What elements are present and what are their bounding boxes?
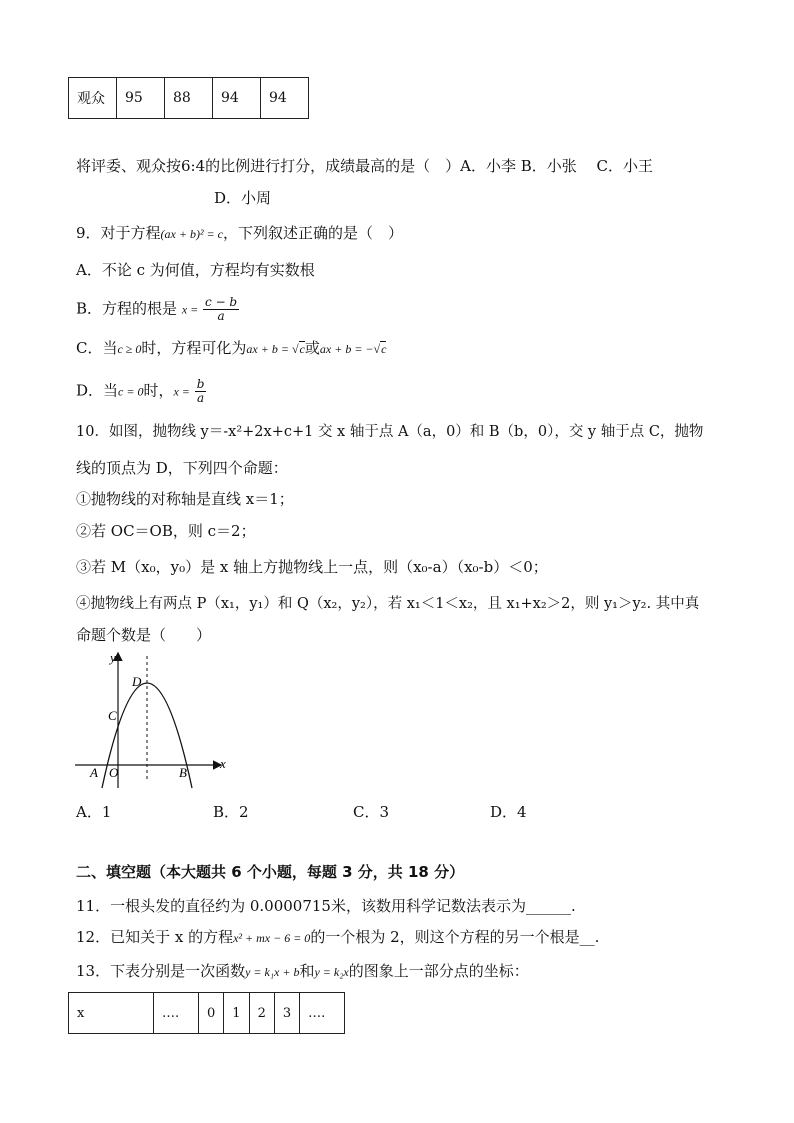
q10-statement-1: ①抛物线的对称轴是直线 x＝1； <box>76 490 294 508</box>
q9-d-fraction <box>195 378 207 405</box>
table-cell: 94 <box>213 78 261 119</box>
q9-option-b <box>76 296 239 323</box>
fraction-denominator: a <box>196 391 205 405</box>
q9-c-eq2: ax + b = −√c <box>319 342 387 356</box>
q10-option-b: B．2 <box>213 803 249 821</box>
label-B: B <box>179 765 187 780</box>
label-x: x <box>220 756 226 771</box>
q10-statement-5: 命题个数是（ ） <box>76 626 212 644</box>
fraction-numerator: b <box>196 377 205 391</box>
q9-option-d <box>76 378 206 405</box>
parabola-figure <box>72 648 232 793</box>
q13-text <box>76 961 529 982</box>
q13-p1: 13．下表分别是一次函数 <box>76 962 246 980</box>
table-cell: 88 <box>165 78 213 119</box>
q13-eq1: y = k₁x + b <box>245 965 300 979</box>
label-D: D <box>132 674 142 689</box>
q10-option-d: D．4 <box>490 803 527 821</box>
q10-line1: 10．如图，抛物线 y＝-x²+2x+c+1 交 x 轴于点 A（a，0）和 B（b，0），交 y 轴于点 C，抛物 <box>76 424 704 440</box>
q10-option-c: C．3 <box>353 803 390 821</box>
q9-b-fraction <box>203 296 239 323</box>
table-row <box>69 78 309 119</box>
label-O: O <box>109 765 119 780</box>
q9-d-p1: D．当 <box>76 381 119 400</box>
eq-lhs: ax + b = <box>246 342 292 356</box>
q9-stem-prefix: 9．对于方程 <box>76 224 161 242</box>
q9-stem <box>76 223 403 244</box>
table-cell: 94 <box>261 78 309 119</box>
q9-stem-suffix: ，下列叙述正确的是（ ） <box>222 224 403 242</box>
q9-c-p3: 或 <box>304 339 320 357</box>
table-cell: 0 <box>199 993 224 1034</box>
section-2-heading: 二、填空题（本大题共 6 个小题，每题 3 分，共 18 分） <box>76 863 465 881</box>
q10-statement-2: ②若 OC＝OB，则 c＝2； <box>76 522 256 540</box>
table-cell: 1 <box>224 993 249 1034</box>
q9-b-lhs: x = <box>181 302 199 317</box>
table-cell: 观众 <box>69 78 117 119</box>
q9-c-eq1: ax + b = √c <box>246 342 305 356</box>
q9-b-prefix: B．方程的根是 <box>76 299 178 318</box>
q9-equation: (ax + b)² = c <box>160 227 223 241</box>
q12-text <box>76 927 599 948</box>
q13-eq2: y = k₂x <box>314 965 349 979</box>
eq-lhs: ax + b = − <box>319 342 374 356</box>
q9-option-a: A．不论 c 为何值，方程均有实数根 <box>76 261 315 279</box>
radicand: c <box>299 342 305 356</box>
q10-option-a: A．1 <box>76 803 112 821</box>
fraction-numerator: c − b <box>205 295 238 309</box>
q13-table <box>68 992 345 1034</box>
q10-statement-3: ③若 M（x₀，y₀）是 x 轴上方抛物线上一点，则（x₀-a）（x₀-b）＜0； <box>76 558 548 576</box>
q12-p1: 12．已知关于 x 的方程 <box>76 928 234 946</box>
q9-c-p1: C．当 <box>76 339 118 357</box>
label-y: y <box>110 650 116 665</box>
q9-c-cond: c ≥ 0 <box>117 342 142 356</box>
audience-score-table <box>68 77 309 119</box>
q13-p3: 的图象上一部分点的坐标： <box>348 962 529 980</box>
q10-options <box>76 802 676 822</box>
table-cell: 2 <box>249 993 274 1034</box>
label-C: C <box>108 708 117 723</box>
q9-d-lhs: x = <box>173 384 190 399</box>
q10-line2: 线的顶点为 D，下列四个命题： <box>76 459 288 477</box>
q9-d-cond: c = 0 <box>118 384 144 399</box>
q8-stem: 将评委、观众按6:4的比例进行打分，成绩最高的是（ ）A．小李 B．小张 C．小王 <box>76 157 654 175</box>
q10-statement-4: ④抛物线上有两点 P（x₁，y₁）和 Q（x₂，y₂），若 x₁＜1＜x₂，且 x₁+x₂＞2，则 y₁＞y₂. 其中真 <box>76 596 700 612</box>
q11-text: 11．一根头发的直径约为 0.0000715米，该数用科学记数法表示为______. <box>76 897 576 915</box>
q9-c-p2: 时，方程可化为 <box>141 339 247 357</box>
fraction-denominator: a <box>217 309 225 323</box>
table-cell: x <box>69 993 154 1034</box>
table-cell: 3 <box>274 993 299 1034</box>
q8-option-d: D．小周 <box>214 189 272 207</box>
q12-equation: x² + mx − 6 = 0 <box>233 931 311 945</box>
table-cell: …. <box>154 993 199 1034</box>
radicand: c <box>381 342 387 356</box>
q12-p2: 的一个根为 2，则这个方程的另一个根是__. <box>310 928 600 946</box>
label-A: A <box>90 765 98 780</box>
q13-p2: 和 <box>299 962 315 980</box>
table-row <box>69 993 345 1034</box>
q9-option-c <box>76 338 386 359</box>
table-cell: …. <box>300 993 345 1034</box>
table-cell: 95 <box>117 78 165 119</box>
q9-d-p2: 时， <box>143 381 174 400</box>
